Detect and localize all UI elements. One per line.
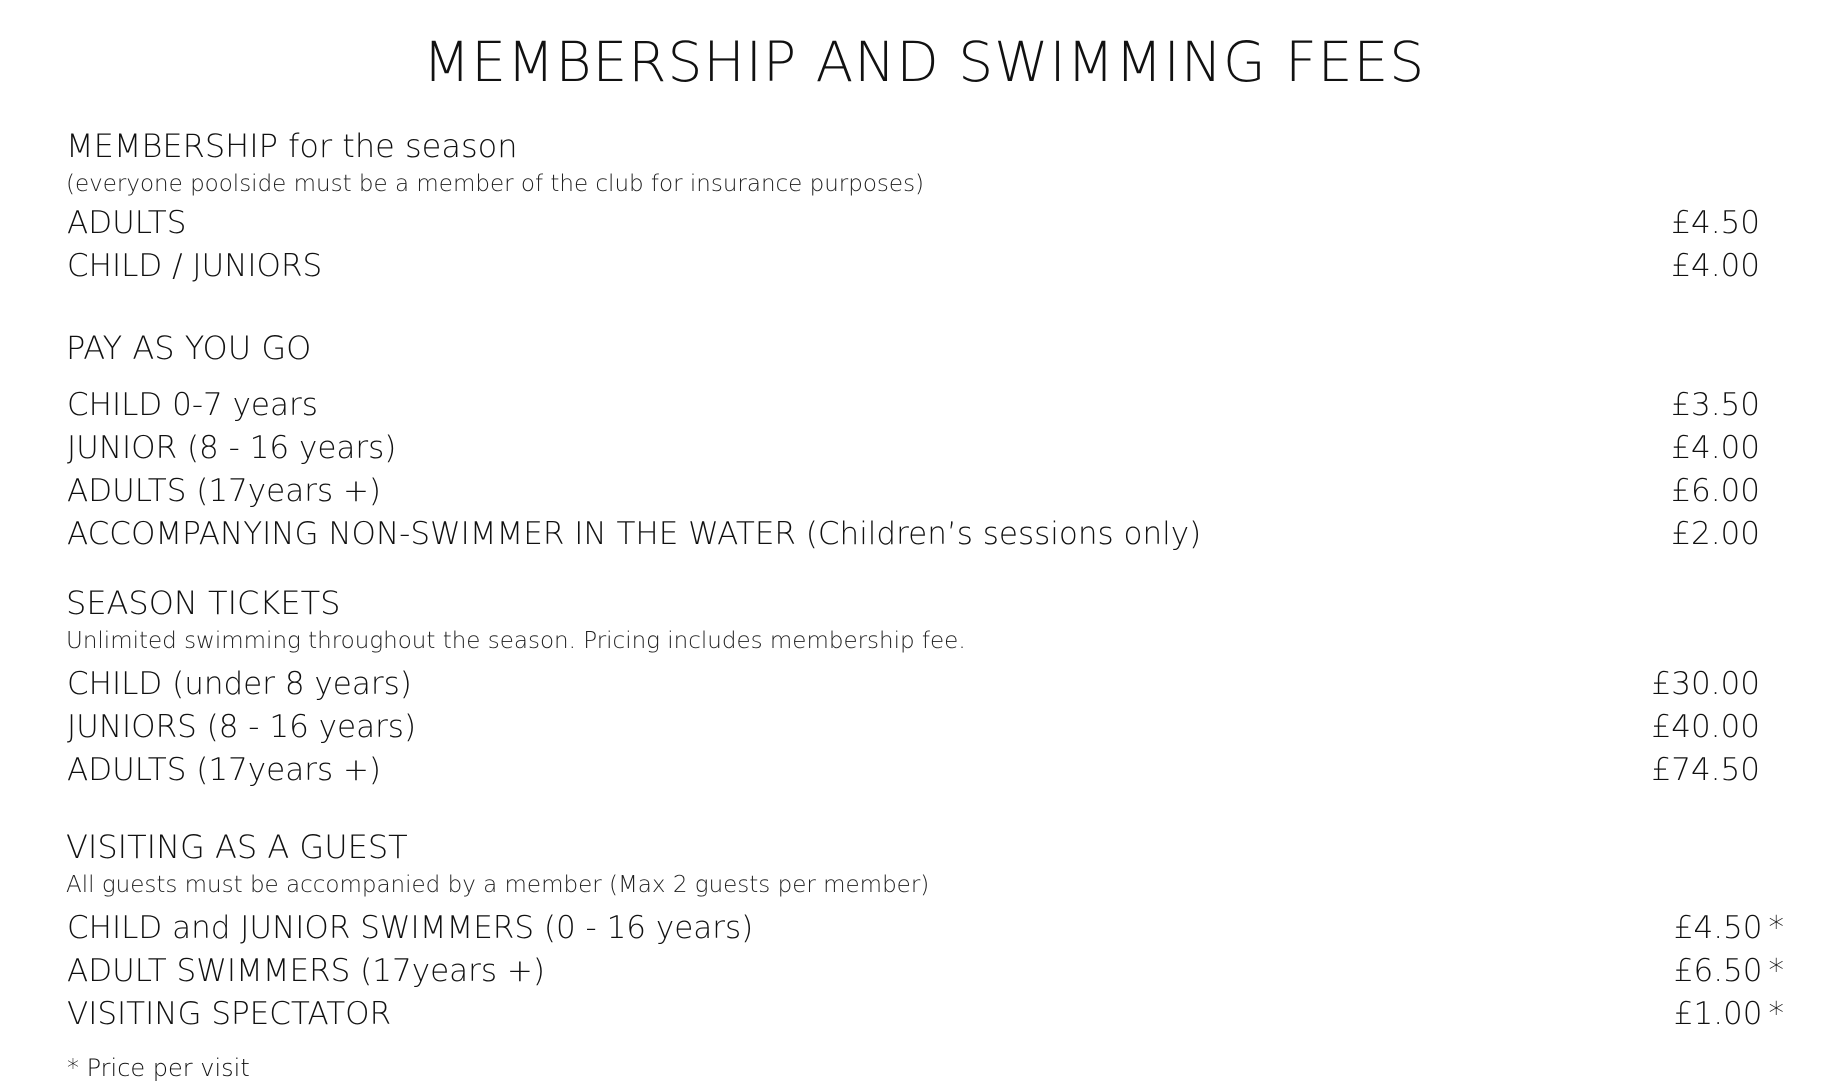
fee-price — [1674, 950, 1784, 993]
fee-price: £40.00 — [1651, 709, 1760, 745]
asterisk-marker: * — [1768, 953, 1784, 989]
fee-label: CHILD (under 8 years) — [67, 666, 412, 702]
asterisk-marker: * — [1768, 996, 1784, 1032]
fee-label: CHILD / JUNIORS — [67, 248, 323, 284]
fee-label: ACCOMPANYING NON-SWIMMER IN THE WATER (Children’s sessions only) — [67, 516, 1202, 552]
fee-row — [66, 202, 1816, 245]
fee-label: ADULTS (17years +) — [67, 473, 382, 509]
fee-price-value: £6.50 — [1673, 953, 1763, 989]
membership-heading: MEMBERSHIP for the season — [66, 127, 518, 165]
fee-row — [66, 706, 1816, 749]
fee-row — [66, 427, 1816, 470]
footnote: * Price per visit — [67, 1054, 250, 1082]
fee-price: £30.00 — [1651, 666, 1760, 702]
fee-price — [1674, 993, 1784, 1036]
membership-note: (everyone poolside must be a member of the club for insurance purposes) — [66, 171, 925, 197]
fee-price: £74.50 — [1651, 752, 1760, 788]
fee-row — [66, 663, 1816, 706]
fee-label: JUNIOR (8 - 16 years) — [67, 430, 397, 466]
fee-label: ADULT SWIMMERS (17years +) — [67, 953, 545, 989]
page-title: MEMBERSHIP AND SWIMMING FEES — [422, 30, 1426, 94]
fee-label: CHILD and JUNIOR SWIMMERS (0 - 16 years) — [67, 910, 754, 946]
fee-row — [66, 470, 1816, 513]
fee-row — [66, 950, 1816, 993]
membership-section — [66, 126, 1816, 288]
fee-row — [66, 749, 1816, 792]
fee-row — [66, 993, 1816, 1036]
fee-price — [1674, 907, 1784, 950]
fee-label: VISITING SPECTATOR — [67, 996, 392, 1032]
fee-price: £3.50 — [1671, 387, 1760, 423]
fee-row — [66, 907, 1816, 950]
fee-label: ADULTS — [67, 205, 187, 241]
fee-price-value: £4.50 — [1673, 910, 1763, 946]
season-note: Unlimited swimming throughout the season. Pricing includes membership fee. — [66, 628, 966, 654]
fee-price: £4.00 — [1671, 248, 1760, 284]
fee-label: JUNIORS (8 - 16 years) — [67, 709, 417, 745]
fee-price-value: £1.00 — [1673, 996, 1763, 1032]
fee-price: £4.50 — [1671, 205, 1760, 241]
fee-price: £2.00 — [1671, 516, 1760, 552]
fee-row — [66, 245, 1816, 288]
guest-heading: VISITING AS A GUEST — [66, 828, 408, 866]
fee-row — [66, 513, 1816, 556]
season-heading: SEASON TICKETS — [66, 584, 341, 622]
payg-section — [66, 328, 1816, 556]
fee-label: ADULTS (17years +) — [67, 752, 382, 788]
guest-note: All guests must be accompanied by a member (Max 2 guests per member) — [66, 872, 930, 898]
fee-price: £4.00 — [1671, 430, 1760, 466]
fee-label: CHILD 0-7 years — [67, 387, 318, 423]
guest-section — [66, 827, 1816, 1036]
payg-heading: PAY AS YOU GO — [66, 329, 312, 367]
asterisk-marker: * — [1768, 910, 1784, 946]
season-section — [66, 583, 1816, 792]
fee-row — [66, 384, 1816, 427]
fee-price: £6.00 — [1671, 473, 1760, 509]
